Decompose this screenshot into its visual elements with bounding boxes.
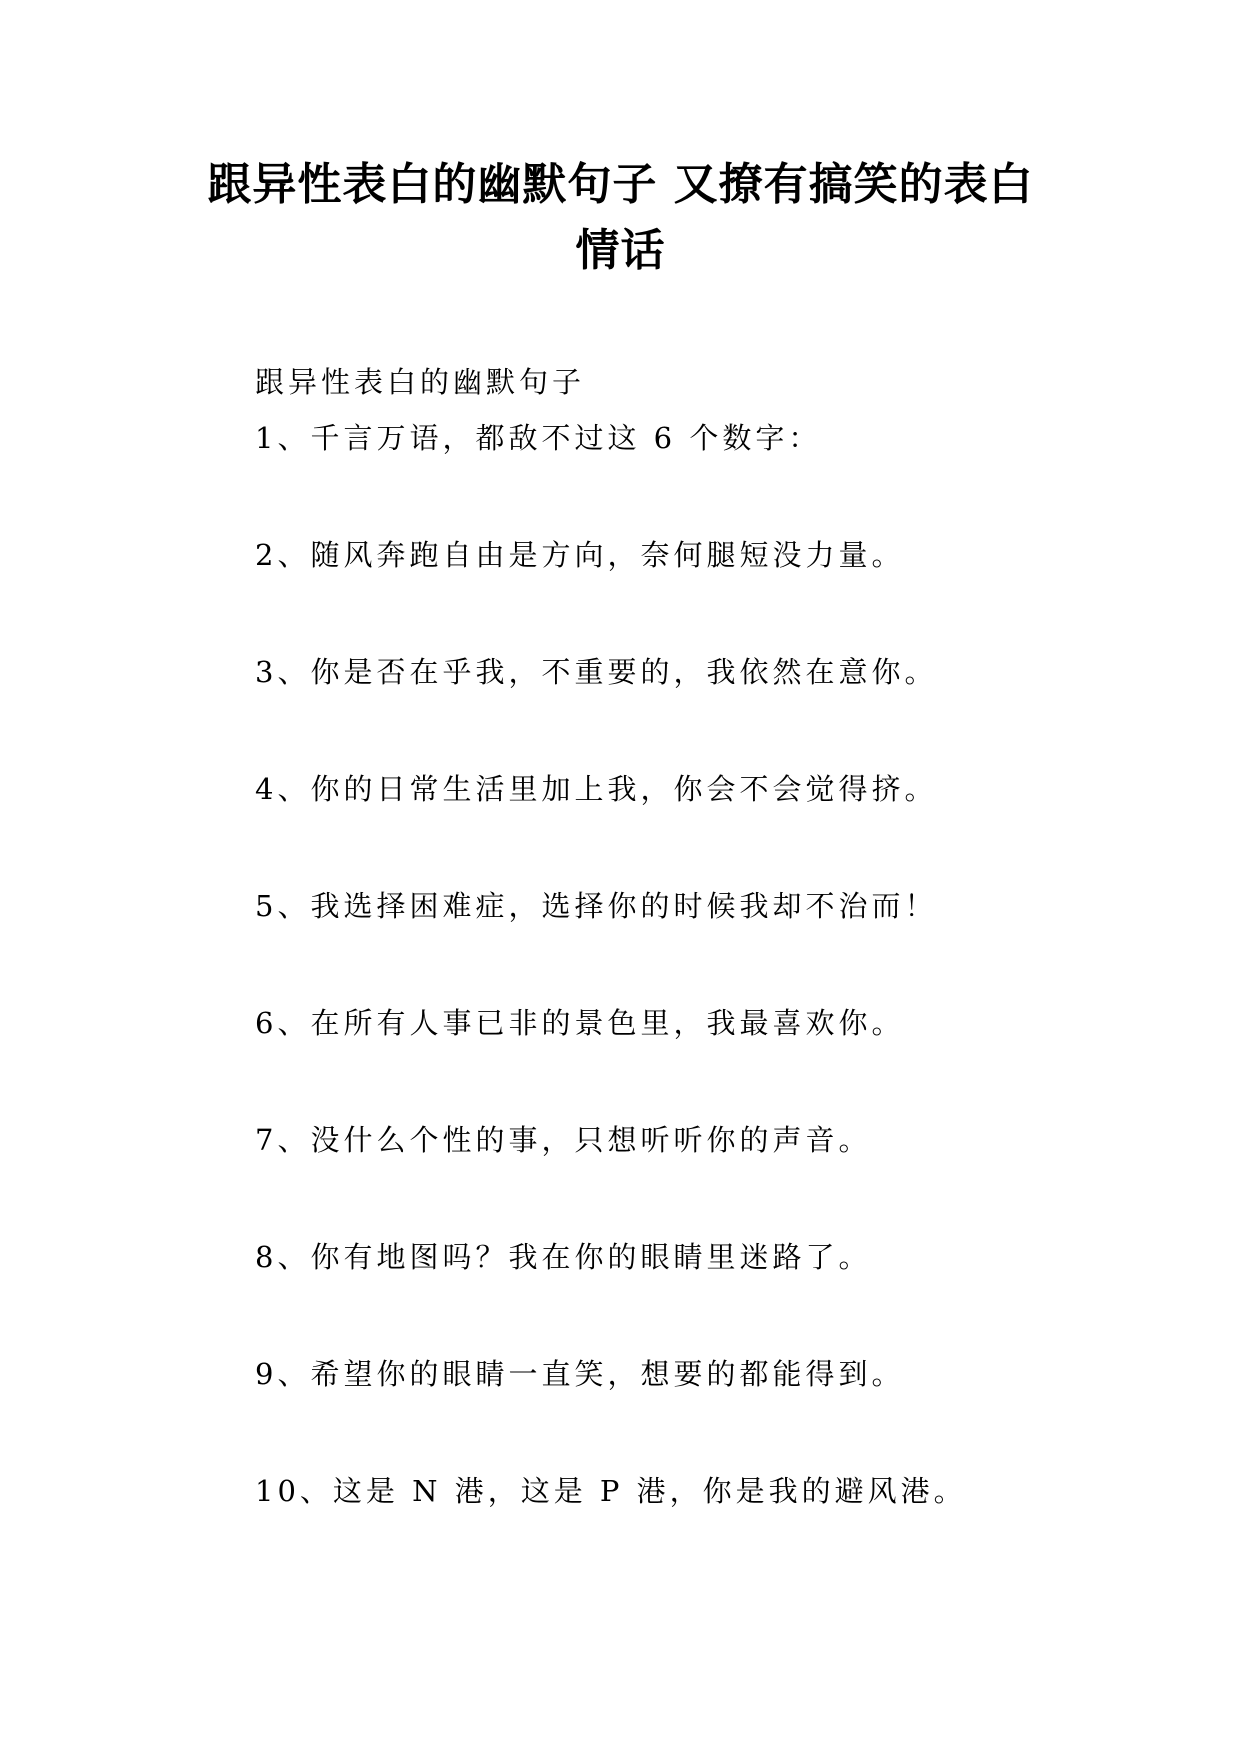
list-item: 9、希望你的眼睛一直笑，想要的都能得到。 [255,1357,905,1391]
document-title [150,152,1091,284]
list-item: 3、你是否在乎我，不重要的，我依然在意你。 [255,655,938,689]
section-heading: 跟异性表白的幽默句子 [255,365,586,399]
list-item: 10、这是 N 港，这是 P 港，你是我的避风港。 [255,1474,967,1508]
list-item: 7、没什么个性的事，只想听听你的声音。 [255,1123,872,1157]
list-item: 8、你有地图吗？我在你的眼睛里迷路了。 [255,1240,872,1274]
list-item: 4、你的日常生活里加上我，你会不会觉得挤。 [255,772,938,806]
list-item: 1、千言万语，都敌不过这 6 个数字： [255,421,822,455]
list-item: 5、我选择困难症，选择你的时候我却不治而！ [255,889,938,923]
title-line-1: 跟异性表白的幽默句子 又撩有搞笑的表白 [207,159,1034,210]
list-item: 2、随风奔跑自由是方向，奈何腿短没力量。 [255,538,905,572]
title-line-2: 情话 [575,225,666,276]
quote-list [255,418,967,1588]
list-item: 6、在所有人事已非的景色里，我最喜欢你。 [255,1006,905,1040]
